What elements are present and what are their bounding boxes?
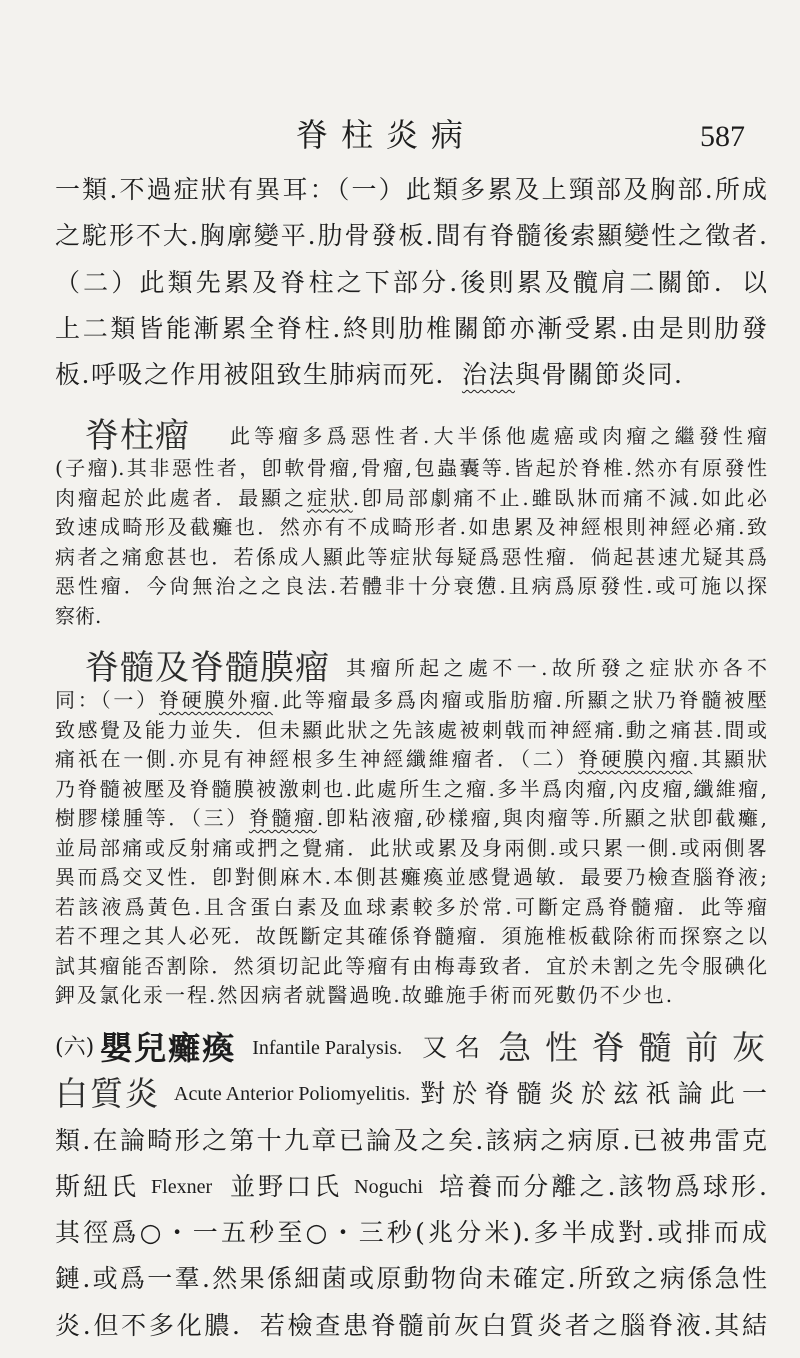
text-segment: .此等瘤最多爲肉瘤或脂肪瘤.所顯之狀乃脊髓被壓 — [272, 688, 767, 712]
spinal-tumor-section — [55, 418, 767, 631]
text-segment: 與骨關節炎同. — [514, 360, 684, 390]
text-line: 若該液爲黃色.且含蛋白素及血球素較多於常.可斷定爲脊髓瘤．此等瘤 — [55, 894, 767, 919]
section-heading: 嬰兒癱瘓 — [100, 1029, 237, 1067]
underlined-term: 治法 — [461, 360, 515, 390]
english-term: Infantile Paralysis. — [252, 1037, 403, 1059]
text-segment: 痛祇在一側.亦見有神經根多生神經纖維瘤者．（二） — [55, 747, 579, 771]
english-name: Noguchi — [354, 1175, 424, 1198]
heading-line — [55, 418, 767, 454]
text-line: 一類.不過症狀有異耳：（一）此類多累及上頸部及胸部.所成 — [55, 175, 767, 204]
text-line: 致速成畸形及截癱也．然亦有不成畸形者.如患累及神經根則神經必痛.致 — [55, 515, 767, 539]
text-line: 異而爲交叉性．卽對側麻木.本側甚癱瘓並感覺過敏．最要乃檢查腦脊液; — [55, 865, 767, 889]
english-term: Acute Anterior Poliomyelitis. — [174, 1083, 411, 1106]
text-line: 鏈.或爲一羣.然果係細菌或原動物尙未確定.所致之病係急性 — [55, 1264, 767, 1294]
text-segment: .其顯狀 — [692, 747, 767, 771]
text-line — [55, 745, 767, 775]
section-heading: 脊柱瘤 — [85, 418, 190, 454]
text-line: 並局部痛或反射痛或捫之覺痛．此狀或累及身兩側.或只累一側.或兩側畧 — [55, 835, 767, 860]
text-line: 類.在論畸形之第十九章已論及之矣.該病之病原.已被弗雷克 — [55, 1125, 767, 1155]
text-segment: .卽局部劇痛不止.雖臥牀而痛不減.如此必 — [352, 485, 767, 510]
text-line: 病者之痛愈甚也．若係成人顯此等症狀每疑爲惡性瘤．倘起甚速尤疑其爲 — [55, 544, 767, 569]
text-line: 乃脊髓被壓及脊髓膜被激刺也.此處所生之瘤.多半爲肉瘤,內皮瘤,纖維瘤, — [55, 776, 767, 801]
underlined-term: 脊髓瘤 — [248, 806, 317, 830]
text-line: 若不理之其人必死．故旣斷定其確係脊髓瘤．須施椎板截除術而探察之以 — [55, 924, 767, 948]
page-number: 587 — [700, 120, 745, 153]
text-line: 惡性瘤．今尙無治之之良法.若體非十分衰憊.且病爲原發性.或可施以探 — [55, 574, 767, 598]
heading-line — [55, 1071, 767, 1117]
text-line: （二）此類先累及脊柱之下部分.後則累及髖肩二關節．以 — [55, 267, 767, 297]
text-segment: 樹膠樣腫等．（三） — [55, 806, 249, 830]
text-line: 其徑爲○・一五秒至○・三秒(兆分米).多半成對.或排而成 — [55, 1218, 767, 1248]
text-segment: 其瘤所起之處不一.故所發之症狀亦各不 — [346, 656, 767, 680]
text-line: 鉀及氯化汞一程.然因病者就醫過晚.故雖施手術而死數仍不少也. — [55, 983, 675, 1007]
text-segment: 培養而分離之.該物爲球形. — [439, 1171, 767, 1201]
text-segment: .卽粘液瘤,砂樣瘤,與肉瘤等.所顯之狀卽截癱, — [316, 806, 767, 830]
text-segment: 對於脊髓炎於玆祇論此一 — [420, 1079, 767, 1109]
text-line — [55, 352, 767, 398]
text-line — [55, 804, 767, 834]
text-line: 察術. — [55, 603, 102, 628]
text-line: (子瘤).其非惡性者，卽軟骨瘤,骨瘤,包蟲囊等.皆起於脊椎.然亦有原發性 — [55, 456, 767, 480]
section-number: (六) — [55, 1035, 95, 1060]
text-line — [55, 1164, 767, 1210]
english-name: Flexner — [151, 1175, 213, 1198]
alias-heading: 白質炎 — [55, 1074, 160, 1114]
heading-line — [55, 1025, 767, 1071]
intro-paragraph — [55, 167, 767, 398]
text-segment: 同：（一） — [55, 688, 159, 712]
text-segment: 斯紐氏 — [55, 1171, 140, 1201]
spinal-cord-tumor-section — [55, 650, 767, 1011]
text-segment: 此等瘤多爲惡性者.大半係他處癌或肉瘤之繼發性瘤 — [230, 424, 767, 448]
text-line — [55, 686, 767, 716]
infantile-paralysis-section — [55, 1025, 767, 1349]
underlined-term: 脊硬膜外瘤 — [158, 688, 273, 712]
text-line: 上二類皆能漸累全脊柱.終則肋椎關節亦漸受累.由是則肋發 — [55, 313, 767, 343]
text-line — [55, 484, 767, 514]
alias-label: 又名 — [422, 1033, 489, 1062]
text-segment: 板.呼吸之作用被阻致生肺病而死． — [55, 360, 462, 390]
underlined-term: 症狀 — [306, 485, 353, 510]
running-header-title: 脊柱炎病 — [296, 116, 477, 154]
underlined-term: 脊硬膜內瘤 — [578, 747, 693, 771]
text-line: 致感覺及能力並失．但未顯此狀之先該處被刺戟而神經痛.動之痛甚.間或 — [55, 717, 767, 742]
text-line: 之駝形不大.胸廓變平.肋骨發板.間有脊髓後索顯變性之徵者. — [55, 221, 767, 251]
heading-line — [55, 650, 767, 686]
section-heading: 脊髓及脊髓膜瘤 — [85, 650, 330, 686]
text-segment: 肉瘤起於此處者．最顯之 — [55, 485, 307, 510]
text-line: 炎.但不多化膿．若檢查患脊髓前灰白質炎者之腦脊液.其結 — [55, 1310, 767, 1340]
text-line: 試其瘤能否割除．然須切記此等瘤有由梅毒致者．宜於未割之先令服碘化 — [55, 953, 767, 978]
alias-heading: 急性脊髓前灰 — [498, 1028, 767, 1067]
text-segment: 並野口氏 — [230, 1171, 343, 1201]
